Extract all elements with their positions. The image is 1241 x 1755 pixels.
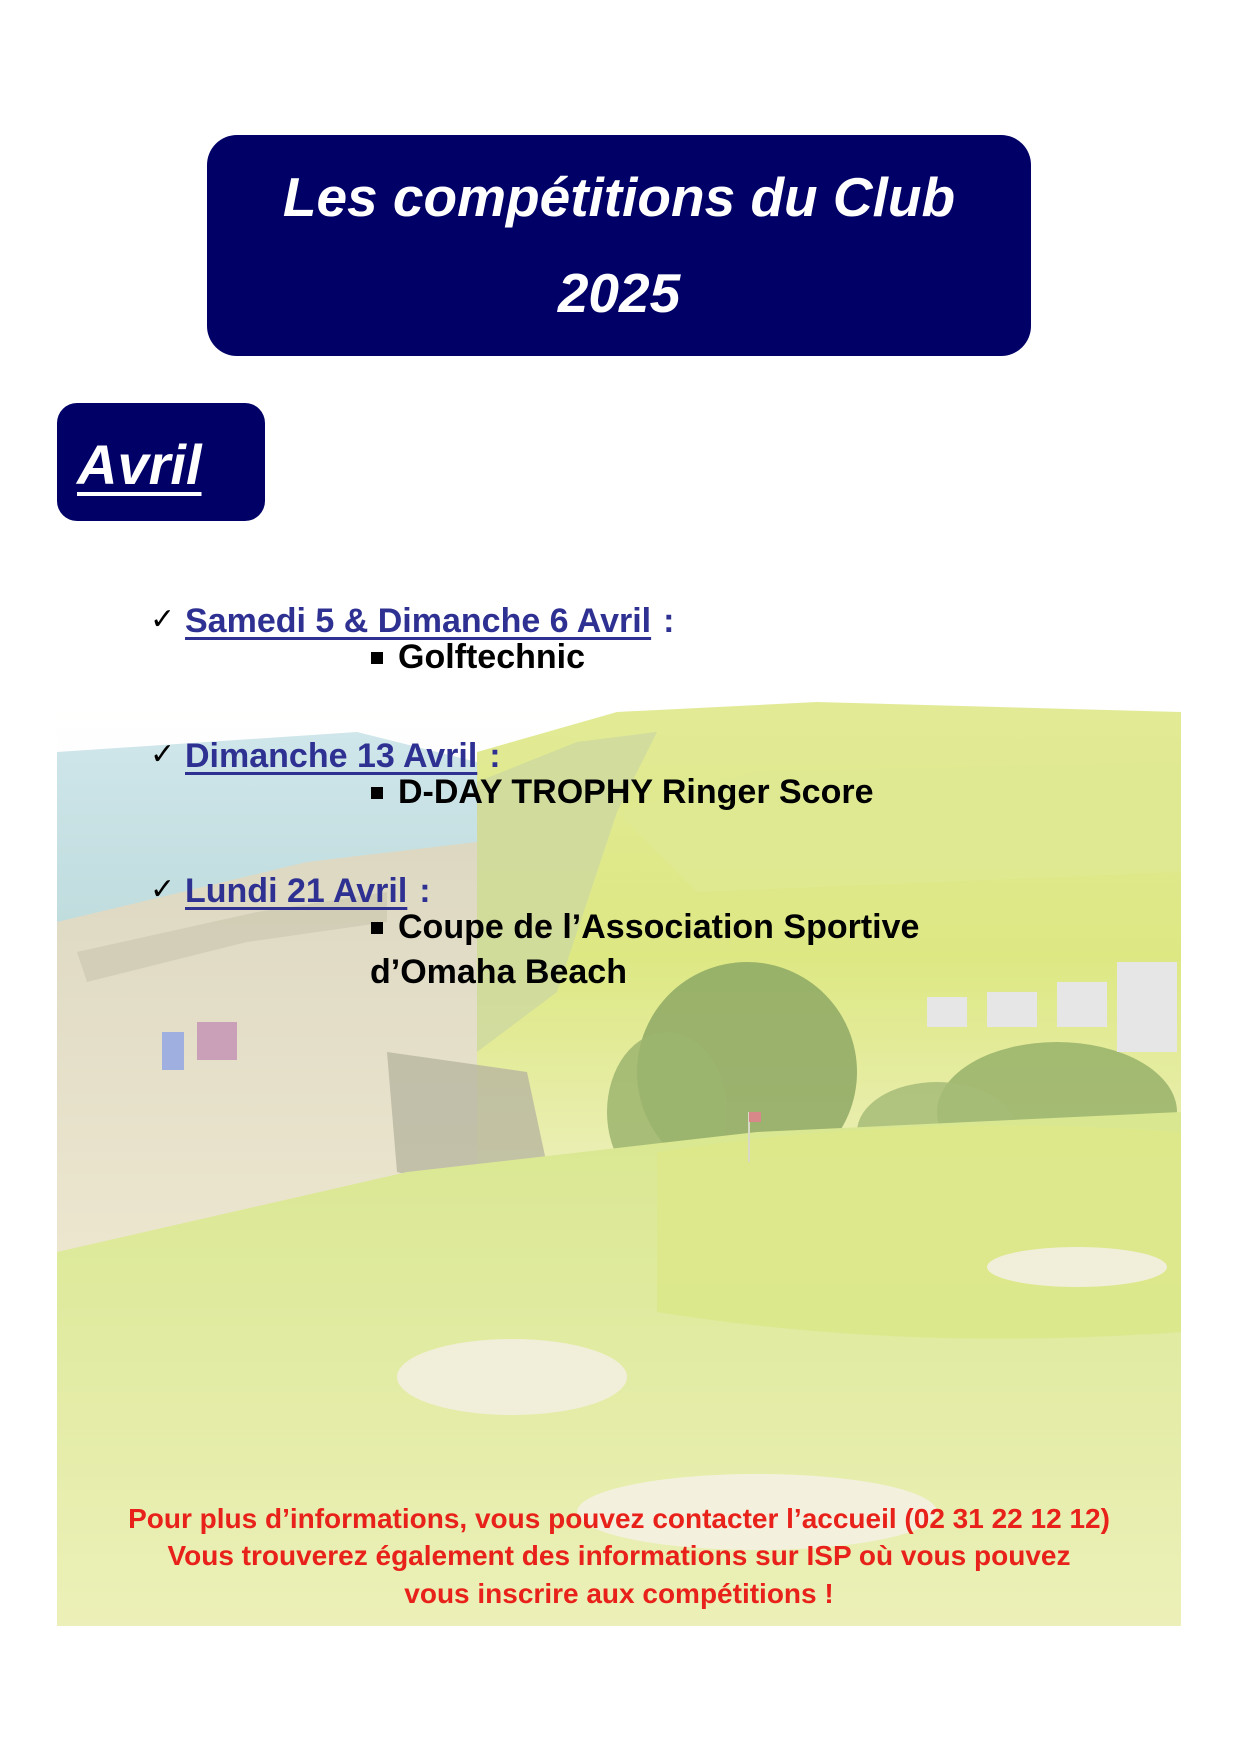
event-item [0,872,1241,992]
event-name: Coupe de l’Association Sportive [398,908,920,946]
footer-line-3: vous inscrire aux compétitions ! [404,1578,834,1609]
check-icon: ✓ [150,738,176,771]
bullet-square-icon [371,652,383,664]
page-title: Les compétitions du Club [282,166,956,228]
footer-line-2: Vous trouverez également des informations sur ISP où vous pouvez [167,1540,1071,1571]
month-label: Avril [77,433,202,496]
event-name: D-DAY TROPHY Ringer Score [398,773,874,811]
title-banner [207,135,1031,356]
page-year: 2025 [557,262,681,324]
event-name-continued: d’Omaha Beach [370,953,627,991]
month-banner [57,403,296,521]
bullet-square-icon [371,922,383,934]
event-name: Golftechnic [398,638,586,676]
month-colon: : [277,433,296,496]
check-icon: ✓ [150,873,176,906]
event-date[interactable]: Lundi 21 Avril : [185,872,431,910]
event-date[interactable]: Samedi 5 & Dimanche 6 Avril : [185,602,675,640]
event-item [0,737,1241,857]
bullet-square-icon [371,787,383,799]
event-date[interactable]: Dimanche 13 Avril : [185,737,501,775]
check-icon: ✓ [150,603,176,636]
footer-line-1: Pour plus d’informations, vous pouvez contacter l’accueil (02 31 22 12 12) [128,1503,1110,1534]
event-item [0,602,1241,722]
